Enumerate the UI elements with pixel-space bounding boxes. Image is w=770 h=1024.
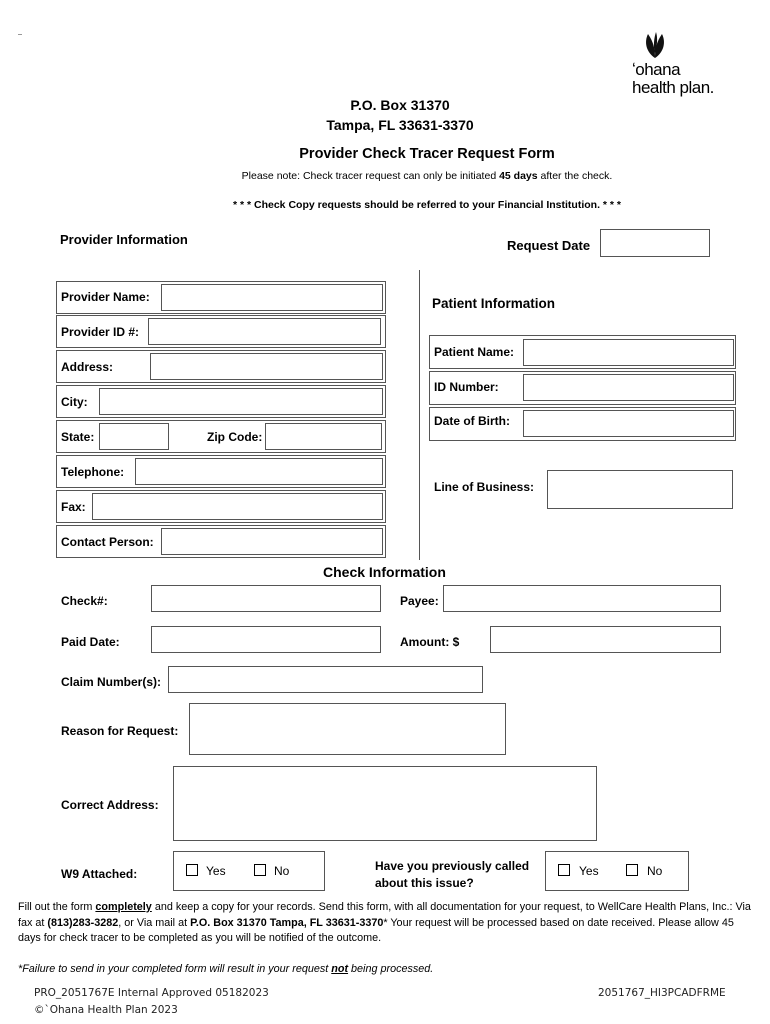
city-input[interactable] (99, 388, 383, 415)
logo-line2: health plan. (632, 78, 714, 97)
instr-p2: and keep a copy for your records. Send this form, with all documentation for your request, to WellCare Health Plans, Inc.: Via fax at (18, 901, 751, 929)
instr-completely: completely (95, 901, 152, 913)
logo-line1: ʻohana (632, 60, 681, 79)
lob-label: Line of Business: (434, 480, 535, 494)
provider-id-label: Provider ID #: (61, 325, 140, 339)
telephone-input[interactable] (135, 458, 383, 485)
w9-no-checkbox[interactable] (254, 864, 266, 876)
amount-label: Amount: $ (400, 635, 460, 649)
fax-input[interactable] (92, 493, 383, 520)
note (150, 170, 704, 182)
address-input[interactable] (150, 353, 383, 380)
paid-date-input[interactable] (151, 626, 381, 653)
w9-yes-checkbox[interactable] (186, 864, 198, 876)
note-bold: 45 days (499, 170, 538, 182)
note-suffix: after the check. (540, 170, 613, 182)
lob-input[interactable] (547, 470, 733, 509)
stray-mark (18, 34, 22, 35)
reason-input[interactable] (189, 703, 506, 755)
patient-name-label: Patient Name: (434, 345, 515, 359)
instr-fax: (813)283-3282 (47, 916, 119, 929)
ohana-logo (632, 30, 742, 102)
paid-date-label: Paid Date: (61, 635, 120, 649)
patient-heading: Patient Information (432, 296, 556, 311)
w9-label: W9 Attached: (61, 867, 138, 881)
called-yes-label: Yes (579, 864, 599, 878)
address-line1: P.O. Box 31370 (350, 97, 450, 113)
instructions (18, 900, 753, 947)
called-yes-checkbox[interactable] (558, 864, 570, 876)
address-label: Address: (61, 360, 114, 374)
id-number-input[interactable] (523, 374, 734, 401)
footer-left-line1: PRO_2051767E Internal Approved 05182023 (34, 987, 269, 999)
fax-label: Fax: (61, 500, 86, 514)
called-no-label: No (647, 864, 663, 878)
provider-name-input[interactable] (161, 284, 383, 311)
leaf-icon (640, 30, 670, 60)
failure-note (18, 963, 433, 975)
form-title: Provider Check Tracer Request Form (299, 146, 555, 162)
payee-label: Payee: (400, 594, 439, 608)
copy-notice: * * * Check Copy requests should be referred to your Financial Institution. * * * (233, 199, 621, 211)
provider-name-label: Provider Name: (61, 290, 150, 304)
check-heading: Check Information (323, 564, 446, 580)
failure-not: not (331, 963, 349, 975)
payee-input[interactable] (443, 585, 721, 612)
reason-label: Reason for Request: (61, 724, 179, 738)
provider-id-input[interactable] (148, 318, 381, 345)
w9-yes-label: Yes (206, 864, 226, 878)
claim-number-input[interactable] (168, 666, 483, 693)
called-no-checkbox[interactable] (626, 864, 638, 876)
footer-left-line2: ©`Ohana Health Plan 2023 (34, 1004, 178, 1016)
correct-address-label: Correct Address: (61, 798, 159, 812)
telephone-label: Telephone: (61, 465, 125, 479)
address-line2: Tampa, FL 33631-3370 (326, 117, 474, 133)
zip-input[interactable] (265, 423, 382, 450)
called-label-line2: about this issue? (375, 876, 474, 890)
failure-suffix: being processed. (351, 963, 434, 975)
check-number-input[interactable] (151, 585, 381, 612)
correct-address-input[interactable] (173, 766, 597, 841)
state-input[interactable] (99, 423, 169, 450)
patient-name-input[interactable] (523, 339, 734, 366)
note-prefix: Please note: Check tracer request can only be initiated (241, 170, 497, 182)
failure-prefix: *Failure to send in your completed form will result in your request (18, 963, 329, 975)
instr-p1: Fill out the form (18, 901, 93, 913)
provider-heading: Provider Information (60, 232, 188, 247)
instr-p3: , or Via mail at (118, 916, 188, 929)
claim-number-label: Claim Number(s): (61, 675, 162, 689)
w9-no-label: No (274, 864, 290, 878)
instr-mail: P.O. Box 31370 Tampa, FL 33631-3370 (190, 916, 384, 929)
column-divider (419, 270, 420, 560)
check-number-label: Check#: (61, 594, 108, 608)
contact-input[interactable] (161, 528, 383, 555)
dob-label: Date of Birth: (434, 414, 510, 428)
footer-right-code: 2051767_HI3PCADFRME (598, 987, 726, 999)
zip-label: Zip Code: (207, 430, 263, 444)
state-label: State: (61, 430, 95, 444)
city-label: City: (61, 395, 88, 409)
id-number-label: ID Number: (434, 380, 499, 394)
request-date-label: Request Date (507, 238, 591, 253)
amount-input[interactable] (490, 626, 721, 653)
instr-p4: * Your request will be processed based on date received. Please allow 45 days for check tracer to be completed as you will be notified of the outcome. (18, 916, 734, 944)
request-date-input[interactable] (600, 229, 710, 257)
dob-input[interactable] (523, 410, 734, 437)
contact-label: Contact Person: (61, 535, 154, 549)
called-label-line1: Have you previously called (375, 859, 530, 873)
